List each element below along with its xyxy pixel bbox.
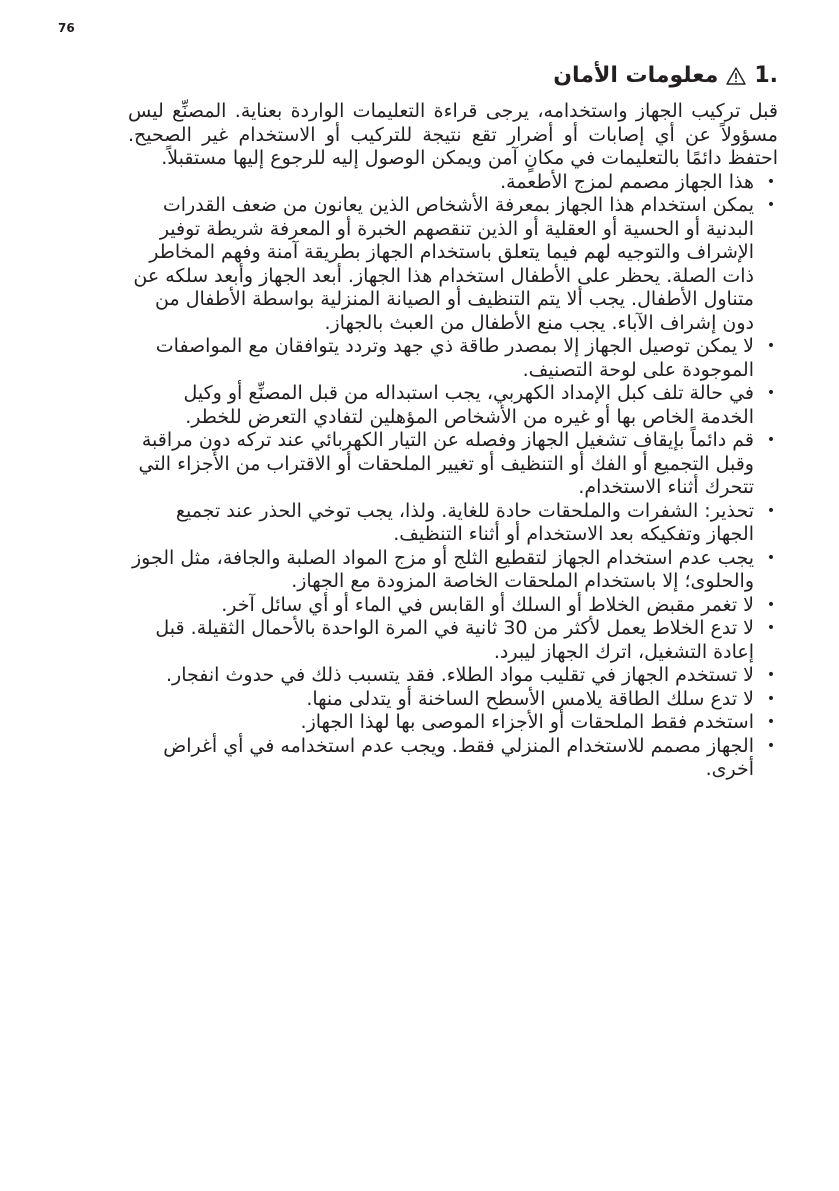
bullet-icon: •: [766, 502, 776, 519]
list-item: [128, 711, 778, 735]
list-item: [128, 194, 778, 335]
list-item: [128, 171, 778, 195]
bullet-icon: •: [766, 385, 776, 401]
bullet-icon: •: [766, 690, 776, 707]
bullet-icon: •: [766, 197, 776, 213]
safety-section: [128, 60, 778, 782]
bullet-icon: •: [766, 737, 776, 754]
bullet-icon: •: [766, 620, 776, 636]
bullet-icon: •: [766, 596, 776, 613]
warning-triangle-icon: [726, 67, 746, 85]
list-item: [128, 500, 778, 547]
list-item-text: استخدم فقط الملحقات أو الأجزاء الموصى بها لهذا الجهاز.: [300, 711, 754, 733]
list-item-text: هذا الجهاز مصمم لمزج الأطعمة.: [500, 170, 754, 193]
bullet-icon: •: [766, 338, 776, 354]
list-item: [128, 335, 778, 382]
list-item: [128, 664, 778, 688]
list-item-text: الجهاز مصمم للاستخدام المنزلي فقط. ويجب عدم استخدامه في أي أغراض أخرى.: [163, 734, 754, 780]
list-item-text: في حالة تلف كبل الإمداد الكهربي، يجب استبداله من قبل المصنِّع أو وكيل الخدمة الخاص بها أو غيره من الأشخاص المؤهلين لتفادي التعرض للخطر.: [183, 382, 754, 428]
list-item-text: يمكن استخدام هذا الجهاز بمعرفة الأشخاص الذين يعانون من ضعف القدرات البدنية أو الحسية أو العقلية أو الذين تنقصهم الخبرة أو المعرفة شريطة توفير الإشراف والتوجيه لهم فيما يتعلق باستخدام الجهاز بطريقة آمنة وفهم المخاطر ذات الصلة. يحظر على الأطفال استخدام هذا الجهاز. أبعد الجهاز وأبعد سلكه عن متناول الأطفال. يجب ألا يتم التنظيف أو الصيانة المنزلية بواسطة الأطفال من دون إشراف الآباء. يجب منع الأطفال من العبث بالجهاز.: [133, 194, 754, 334]
list-item: [128, 617, 778, 664]
bullet-icon: •: [766, 549, 776, 566]
list-item-text: لا يمكن توصيل الجهاز إلا بمصدر طاقة ذي جهد وتردد يتوافقان مع المواصفات الموجودة على لوحة التصنيف.: [155, 335, 754, 381]
bullet-icon: •: [766, 173, 776, 190]
list-item: [128, 547, 778, 594]
list-item: [128, 594, 778, 618]
list-item-text: تحذير: الشفرات والملحقات حادة للغاية. ولذا، يجب توخي الحذر عند تجميع الجهاز وتفكيكه بعد الاستخدام أو أثناء التنظيف.: [175, 499, 754, 545]
list-item-text: لا تدع سلك الطاقة يلامس الأسطح الساخنة أو يتدلى منها.: [306, 687, 754, 710]
bullet-icon: •: [766, 432, 776, 448]
list-item-text: يجب عدم استخدام الجهاز لتقطيع الثلج أو مزج المواد الصلبة والجافة، مثل الجوز والحلوى؛ إلا باستخدام الملحقات الخاصة المزودة مع الجهاز.: [131, 546, 754, 592]
list-item: [128, 429, 778, 500]
safety-list: [128, 171, 778, 782]
section-title-text: معلومات الأمان: [553, 63, 719, 88]
list-item-text: لا تغمر مقبض الخلاط أو السلك أو القابس في الماء أو أي سائل آخر.: [221, 593, 754, 616]
bullet-icon: •: [766, 667, 776, 683]
section-number: 1.: [754, 63, 778, 88]
list-item-text: لا تدع الخلاط يعمل لأكثر من 30 ثانية في المرة الواحدة بالأحمال الثقيلة. قبل إعادة التشغيل، اترك الجهاز ليبرد.: [155, 617, 754, 663]
bullet-icon: •: [766, 714, 776, 730]
list-item-text: لا تستخدم الجهاز في تقليب مواد الطلاء. فقد يتسبب ذلك في حدوث انفجار.: [166, 664, 754, 686]
list-item: [128, 382, 778, 429]
list-item-text: قم دائماً بإيقاف تشغيل الجهاز وفصله عن التيار الكهربائي عند تركه دون مراقبة وقبل التجميع أو الفك أو التنظيف أو تغيير الملحقات أو الاقتراب من الأجزاء التي تتحرك أثناء الاستخدام.: [138, 429, 754, 498]
page-number: 76: [58, 21, 75, 35]
list-item: [128, 735, 778, 782]
intro-paragraph: قبل تركيب الجهاز واستخدامه، يرجى قراءة التعليمات الواردة بعناية. المصنِّع ليس مسؤولاً عن أي إصابات أو أضرار تقع نتيجة للتركيب أو الاستخدام غير الصحيح. احتفظ دائمًا بالتعليمات في مكانٍ آمن ويمكن الوصول إليه للرجوع إليها مستقبلاً.: [128, 100, 778, 169]
section-title: [128, 60, 778, 92]
list-item: [128, 688, 778, 712]
